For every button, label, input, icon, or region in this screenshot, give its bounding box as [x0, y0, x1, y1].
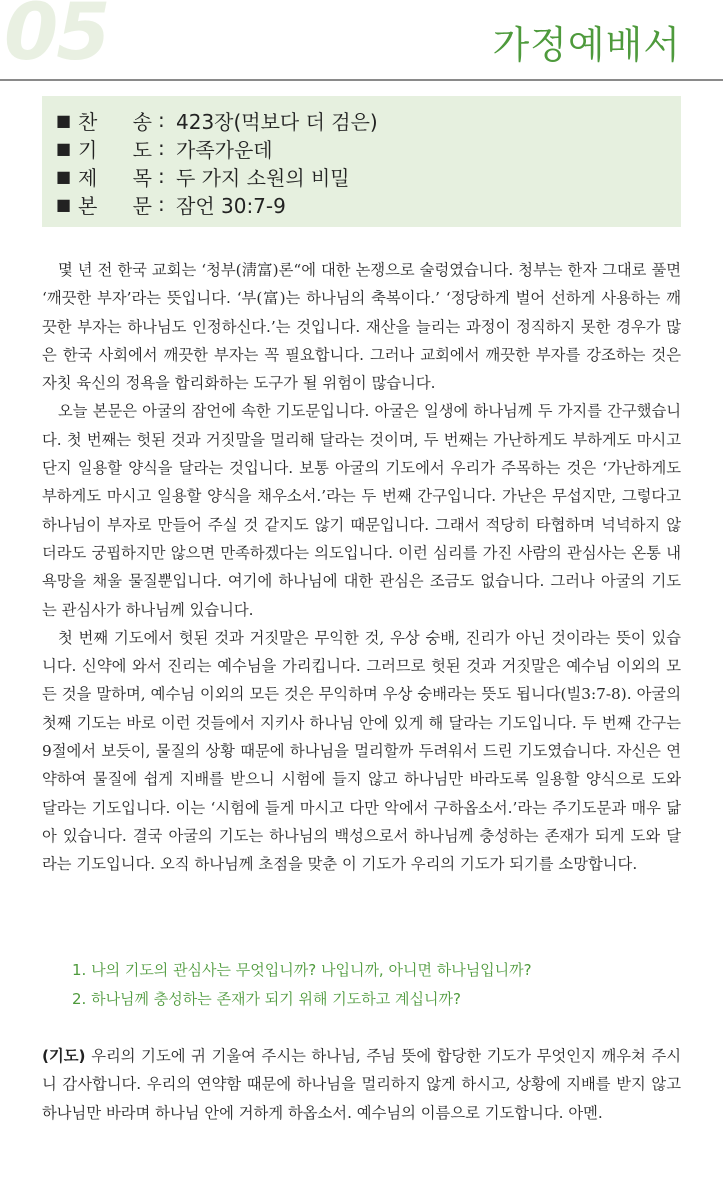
- bullet-icon: ■: [56, 166, 72, 186]
- question-item: 1. 나의 기도의 관심사는 무엇입니까? 나입니까, 아니면 하나님입니까?: [72, 961, 532, 979]
- info-row-title: [56, 162, 681, 190]
- info-colon: :: [158, 164, 165, 188]
- info-row-prayer: [56, 134, 681, 162]
- info-colon: :: [158, 108, 165, 132]
- info-value-title: 두 가지 소원의 비밀: [176, 165, 350, 190]
- info-label: 찬 송: [78, 109, 152, 134]
- info-label: 제 목: [78, 165, 152, 190]
- body-paragraph: 오늘 본문은 아굴의 잠언에 속한 기도문입니다. 아굴은 일생에 하나님께 두 가지를 간구했습니다. 첫 번째는 헛된 것과 거짓말을 멀리해 달라는 것이며, 두 번째는 가난하게도 부하게도 마시고 단지 일용할 양식을 달라는 것입니다. 보통 아굴의 기도에서 우리가 주목하는 것은 ‘가난하게도 부하게도 마시고 일용할 양식을 채우소서.’라는 두 번째 간구입니다. 가난은 무섭지만, 그렇다고 하나님이 부자로 만들어 주실 것 같지도 않기 때문입니다. 그래서 적당히 타협하며 넉넉하지 않더라도 궁핍하지만 않으면 만족하겠다는 의도입니다. 이런 심리를 가진 사람의 관심사는 온통 내 욕망을 채울 물질뿐입니다. 여기에 하나님에 대한 관심은 조금도 없습니다. 그러나 아굴의 기도는 관심사가 하나님께 있습니다.: [42, 402, 681, 619]
- page-number: 05: [4, 0, 109, 78]
- prayer-text: 우리의 기도에 귀 기울여 주시는 하나님, 주님 뜻에 합당한 기도가 무엇인지 깨우쳐 주시니 감사합니다. 우리의 연약함 때문에 하나님을 멀리하지 않게 하시고, 상황에 지배를 받지 않고 하나님만 바라며 하나님 안에 거하게 하옵소서. 예수님의 이름으로 기도합니다. 아멘.: [42, 1047, 681, 1122]
- info-row-hymn: [56, 106, 681, 134]
- sermon-body: [42, 256, 681, 879]
- info-value-scripture: 잠언 30:7-9: [176, 193, 286, 218]
- worship-info-box: [42, 96, 681, 227]
- info-label: 본 문: [78, 193, 152, 218]
- info-value-prayer: 가족가운데: [176, 137, 273, 162]
- body-paragraph: 몇 년 전 한국 교회는 ‘청부(淸富)론“에 대한 논쟁으로 술렁였습니다. 청부는 한자 그대로 풀면 ‘깨끗한 부자’라는 뜻입니다. ‘부(富)는 하나님의 축복이다.’ ‘정당하게 벌어 선하게 사용하는 깨끗한 부자는 하나님도 인정하신다.’는 것입니다. 재산을 늘리는 과정이 정직하지 못한 경우가 많은 한국 사회에서 깨끗한 부자는 꼭 필요합니다. 그러나 교회에서 깨끗한 부자를 강조하는 것은 자칫 육신의 정욕을 합리화하는 도구가 될 위험이 많습니다.: [42, 261, 681, 393]
- info-row-scripture: [56, 190, 681, 218]
- question-item: 2. 하나님께 충성하는 존재가 되기 위해 기도하고 계십니까?: [72, 989, 461, 1008]
- prayer-label: (기도): [42, 1047, 86, 1065]
- info-colon: :: [158, 192, 165, 216]
- reflection-questions: [72, 956, 681, 1013]
- body-paragraph: 첫 번째 기도에서 헛된 것과 거짓말은 무익한 것, 우상 숭배, 진리가 아닌 것이라는 뜻이 있습니다. 신약에 와서 진리는 예수님을 가리킵니다. 그러므로 헛된 것과 거짓말은 예수님 이외의 모든 것을 말하며, 예수님 이외의 모든 것은 무익하며 우상 숭배라는 뜻도 됩니다(빌3:7-8). 아굴의 첫째 기도는 바로 이런 것들에서 지키사 하나님 안에 있게 해 달라는 기도입니다. 두 번째 간구는 9절에서 보듯이, 물질의 상황 때문에 하나님을 멀리할까 두려워서 드린 기도였습니다. 자신은 연약하여 물질에 쉽게 지배를 받으니 시험에 들지 않고 하나님만 바라도록 일용할 양식으로 도와 달라는 기도입니다. 이는 ‘시험에 들게 마시고 다만 악에서 구하옵소서.’라는 주기도문과 매우 닮아 있습니다. 결국 아굴의 기도는 하나님의 백성으로서 하나님께 충성하는 존재가 되게 도와 달라는 기도입니다. 오직 하나님께 초점을 맞춘 이 기도가 우리의 기도가 되기를 소망합니다.: [42, 628, 681, 874]
- info-label: 기 도: [78, 137, 152, 162]
- bullet-icon: ■: [56, 194, 72, 214]
- info-colon: :: [158, 136, 165, 160]
- closing-prayer: [42, 1042, 681, 1127]
- title-divider: [0, 79, 723, 81]
- section-title: 가정예배서: [492, 23, 681, 67]
- bullet-icon: ■: [56, 110, 72, 130]
- info-value-hymn: 423장(먹보다 더 검은): [176, 109, 378, 134]
- bullet-icon: ■: [56, 138, 72, 158]
